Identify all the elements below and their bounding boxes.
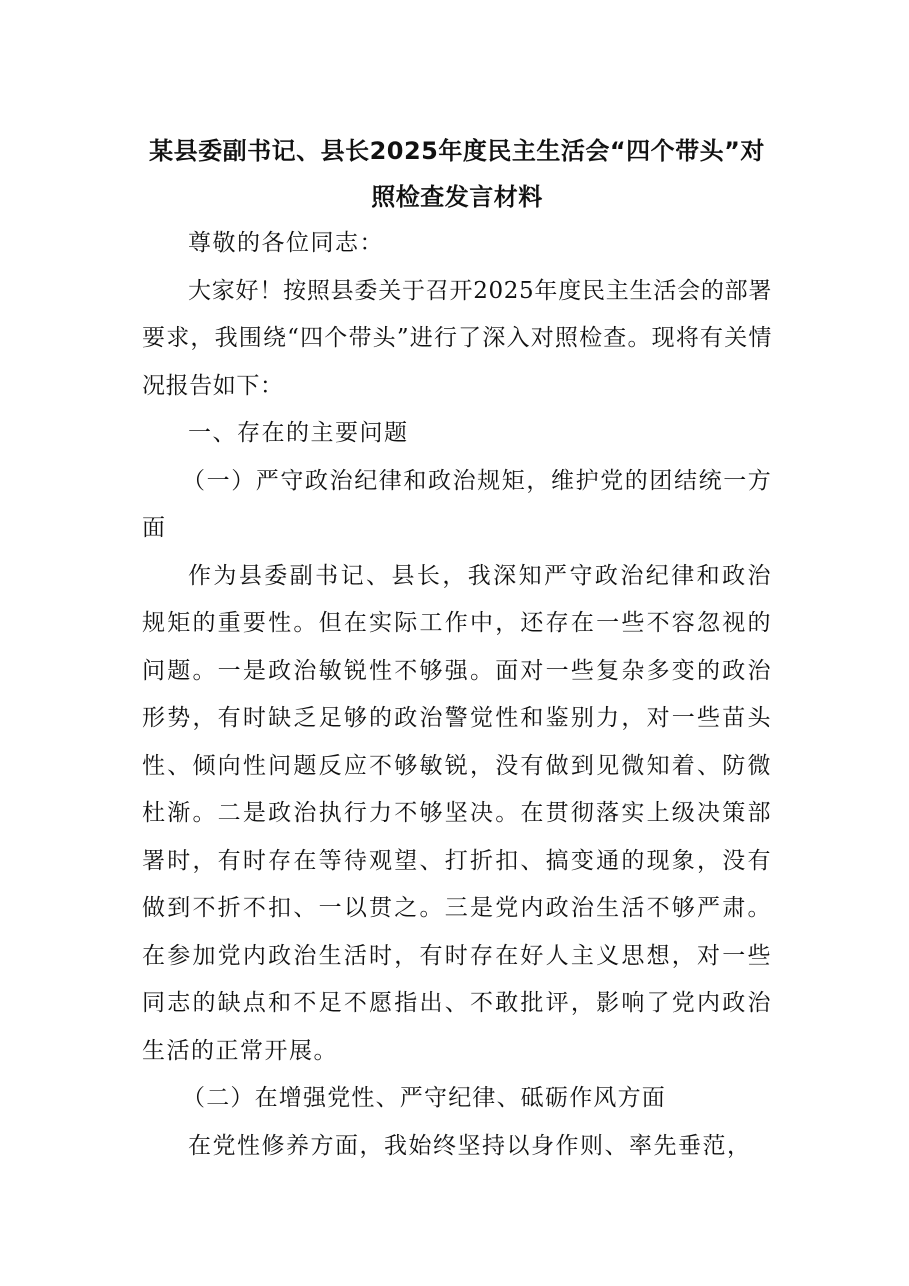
salutation: 尊敬的各位同志： [188,230,384,256]
subsection-heading-2: （二）在增强党性、严守纪律、砥砺作风方面 [182,1085,666,1111]
body-paragraph-1: 作为县委副书记、县长，我深知严守政治纪律和政治规矩的重要性。但在实际工作中，还存在一些不容忽视的问题。一是政治敏锐性不够强。面对一些复杂多变的政治形势，有时缺乏足够的政治警觉性和鉴别力，对一些苗头性、倾向性问题反应不够敏锐，没有做到见微知着、防微杜渐。二是政治执行力不够坚决。在贯彻落实上级决策部署时，有时存在等待观望、打折扣、搞变通的现象，没有做到不折不扣、一以贯之。三是党内政治生活不够严肃。在参加党内政治生活时，有时存在好人主义思想，对一些同志的缺点和不足不愿指出、不敢批评，影响了党内政治生活的正常开展。 [142,562,772,1064]
title-line-2: 照检查发言材料 [371,183,543,211]
body-paragraph-2: 在党性修养方面，我始终坚持以身作则、率先垂范， [188,1132,752,1159]
subsection-heading-1: （一）严守政治纪律和政治规矩，维护党的团结统一方面 [142,467,772,541]
title-line-1: 某县委副书记、县长2025年度民主生活会“四个带头”对 [149,137,765,165]
document-page [142,128,772,1170]
document-title [142,128,772,220]
intro-paragraph: 大家好！按照县委关于召开2025年度民主生活会的部署要求，我围绕“四个带头”进行了深入对照检查。现将有关情况报告如下： [142,277,772,399]
section-heading-1: 一、存在的主要问题 [188,420,409,446]
